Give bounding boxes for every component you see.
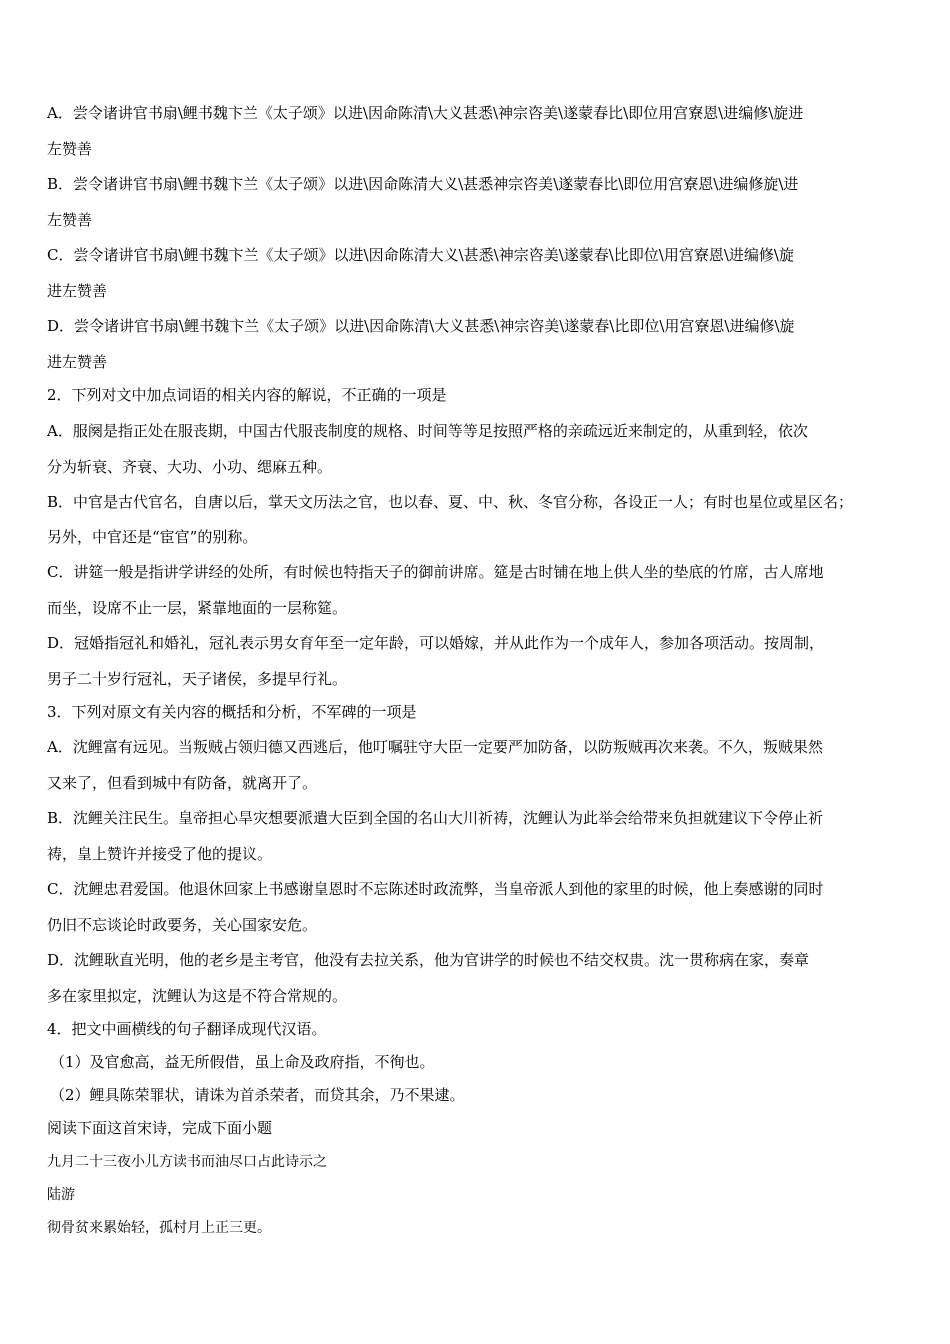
poem-author: 陆游 (47, 1187, 75, 1203)
q2-option-c-line2: 而坐，设席不止一层，紧靠地面的一层称筵。 (47, 599, 348, 617)
q1-option-b-line1: B．尝令诸讲官书扇\鲤书魏卞兰《太子颂》以进\因命陈清大义\甚悉神宗咨美\遂蒙春比\即位用宫寮恩\进编修旋\进 (47, 175, 799, 193)
q1-option-a-line1: A．尝令诸讲官书扇\鲤书魏卞兰《太子颂》以进\因命陈清\大义甚悉\神宗咨美\遂蒙春比\即位用宫寮恩\进编修\旋进 (47, 104, 804, 122)
poem-first-line: 彻骨贫来累始轻，孤村月上正三更。 (47, 1220, 271, 1236)
q2-option-c-line1: C．讲筵一般是指讲学讲经的处所，有时候也特指天子的御前讲席。筵是古时铺在地上供人坐的垫底的竹席，古人席地 (47, 563, 824, 581)
q2-option-d-line1: D．冠婚指冠礼和婚礼，冠礼表示男女育年至一定年龄，可以婚嫁，并从此作为一个成年人，参加各项活动。按周制， (47, 634, 825, 652)
q3-option-d-line1: D．沈鲤耿直光明，他的老乡是主考官，他没有去拉关系，他为官讲学的时候也不结交权贵。沈一贯称病在家，奏章 (47, 951, 810, 969)
q3-option-c-line2: 仍旧不忘谈论时政要务，关心国家安危。 (47, 916, 318, 934)
q3-option-c-line1: C．沈鲤忠君爱国。他退休回家上书感谢皇恩时不忘陈述时政流弊，当皇帝派人到他的家里的时候，他上奏感谢的同时 (47, 880, 824, 898)
q1-option-d-line1: D．尝令诸讲官书扇\鲤书魏卞兰《太子颂》以进\因命陈清\大义甚悉\神宗咨美\遂蒙春\比即位\用宫寮恩\进编修\旋 (47, 317, 795, 335)
q2-option-d-line2: 男子二十岁行冠礼，天子诸侯，多提早行礼。 (47, 670, 348, 688)
q1-option-b-line2: 左赞善 (47, 211, 93, 229)
q3-option-a-line1: A．沈鲤富有远见。当叛贼占领归德又西逃后，他叮嘱驻守大臣一定要严加防备，以防叛贼再次来袭。不久，叛贼果然 (47, 738, 823, 756)
q3-option-d-line2: 多在家里拟定，沈鲤认为这是不符合常规的。 (47, 987, 348, 1005)
q2-stem: 2．下列对文中加点词语的相关内容的解说，不正确的一项是 (47, 386, 447, 404)
q1-option-c-line2: 进左赞善 (47, 282, 108, 300)
q2-option-a-line2: 分为斩衰、齐衰、大功、小功、缌麻五种。 (47, 458, 333, 476)
q4-stem: 4．把文中画横线的句子翻译成现代汉语。 (47, 1020, 327, 1038)
q4-item-2: （2）鲤具陈荣罪状，请诛为首杀荣者，而贷其余，乃不果逮。 (50, 1086, 465, 1104)
reading-intro: 阅读下面这首宋诗，完成下面小题 (47, 1119, 273, 1137)
q1-option-c-line1: C．尝令诸讲官书扇\鲤书魏卞兰《太子颂》以进\因命陈清大义\甚悉\神宗咨美\遂蒙春\比即位\用宫寮恩\进编修\旋 (47, 246, 794, 264)
q2-option-b-line2: 另外，中官还是“宦官”的别称。 (47, 528, 258, 546)
q4-item-1: （1）及官愈高，益无所假借，虽上命及政府指，不徇也。 (50, 1053, 435, 1071)
poem-title: 九月二十三夜小儿方读书而油尽口占此诗示之 (47, 1154, 327, 1170)
q1-option-d-line2: 进左赞善 (47, 353, 108, 371)
q3-option-b-line1: B．沈鲤关注民生。皇帝担心旱灾想要派遣大臣到全国的名山大川祈祷，沈鲤认为此举会给带来负担就建议下令停止祈 (47, 809, 824, 827)
q3-option-a-line2: 又来了，但看到城中有防备，就离开了。 (47, 774, 318, 792)
q1-option-a-line2: 左赞善 (47, 140, 93, 158)
q3-option-b-line2: 祷，皇上赞许并接受了他的提议。 (47, 845, 273, 863)
q3-stem: 3．下列对原文有关内容的概括和分析，不军碑的一项是 (47, 703, 417, 721)
q2-option-b-line1: B．中官是古代官名，自唐以后，掌天文历法之官，也以春、夏、中、秋、冬官分称，各设正一人；有时也星位或星区名； (47, 493, 854, 511)
q2-option-a-line1: A．服阕是指正处在服丧期，中国古代服丧制度的规格、时间等等足按照严格的亲疏远近来制定的，从重到轻，依次 (47, 422, 808, 440)
